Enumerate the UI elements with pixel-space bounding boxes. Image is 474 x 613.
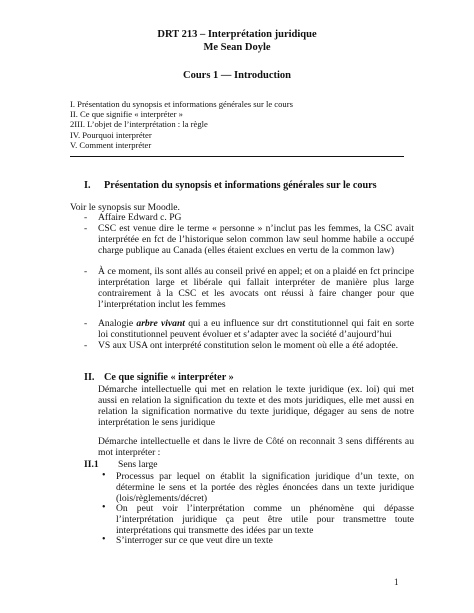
bullet-marker: •	[102, 470, 106, 481]
bullet-marker: -	[84, 223, 88, 234]
toc-item: V. Comment interpréter	[70, 139, 152, 150]
table-of-contents	[70, 99, 410, 150]
toc-item: 2III. L’objet de l’interprétation : la règle	[70, 119, 208, 130]
toc-item: II. Ce que signifie « interpréter »	[70, 109, 183, 120]
list-item-text: S’interroger sur ce que veut dire un texte	[116, 535, 273, 546]
list-item	[84, 223, 414, 256]
bullet-marker: -	[84, 266, 88, 277]
list-item	[102, 471, 414, 504]
list-item-text: Processus par lequel on établit la signification juridique d’un texte, on détermine le sens et la portée des règles énoncées dans un texte juridique (lois/règlements/décret)	[116, 471, 414, 504]
section-number: II.	[84, 372, 95, 383]
subsection-heading	[84, 459, 414, 470]
list-item-text: Affaire Edward c. PG	[98, 212, 182, 223]
toc-item: IV. Pourquoi interpréter	[70, 129, 152, 140]
section-heading	[84, 180, 414, 191]
list-item	[84, 212, 414, 223]
list-item-text: Analogie arbre vivant qui a eu influence sur drt constitutionnel qui fait en sorte loi constitutionnel peuvent évoluer et s’adapter avec la société d’aujourd’hui	[98, 318, 414, 340]
bullet-marker: •	[102, 502, 106, 513]
list-item-text: On peut voir l’interprétation comme un phénomène qui dépasse l’interprétation juridique ça peut être utile pour transmettre toute interprétations qui transmette des idées par un texte	[116, 503, 414, 536]
list-item	[84, 340, 414, 351]
list-item	[84, 266, 414, 310]
bullet-marker: -	[84, 340, 88, 351]
document-header	[0, 28, 474, 54]
list-item-text: CSC est venue dire le terme « personne » n’inclut pas les femmes, la CSC avait interprétée en fct de l’historique selon common law seul homme habile a occupé charge publique au Canada (elles étaient exclues en vertu de la common law)	[98, 223, 414, 256]
section-title: Ce que signifie « interpréter »	[104, 372, 234, 383]
course-code: DRT 213 – Interprétation juridique	[157, 29, 317, 40]
divider	[70, 156, 404, 157]
paragraph: Démarche intellectuelle et dans le livre de Côté on reconnait 3 sens différents au mot interpréter :	[98, 436, 414, 458]
course-title: Cours 1 — Introduction	[182, 70, 292, 81]
list-item	[102, 503, 414, 536]
bullet-marker: -	[84, 318, 88, 329]
bullet-marker: •	[102, 534, 106, 545]
subsection-title: Sens large	[118, 459, 158, 470]
section-heading	[84, 372, 414, 383]
list-item	[84, 318, 414, 340]
paragraph: Démarche intellectuelle qui met en relation le texte juridique (ex. loi) qui met aussi en relation la signification du texte et des mots juridiques, elle met aussi en relation la signification normative du texte juridique, dégager au sens de notre interprétation le sens juridique	[98, 384, 414, 428]
bullet-marker: -	[84, 212, 88, 223]
section-title: Présentation du synopsis et informations générales sur le cours	[104, 180, 377, 191]
toc-item: I. Présentation du synopsis et informations générales sur le cours	[70, 99, 293, 109]
paragraph: Voir le synopsis sur Moodle.	[70, 202, 180, 213]
page-number: 1	[394, 577, 399, 587]
professor-name: Me Sean Doyle	[203, 42, 271, 53]
list-item-text: VS aux USA ont interprété constitution selon le moment où elle a été adoptée.	[98, 340, 399, 351]
section-number: I.	[84, 180, 91, 191]
list-item	[102, 535, 414, 546]
list-item-text: À ce moment, ils sont allés au conseil privé en appel; et on a plaidé en fct principe interprétation large et libérale qui fallait interpréter de manière plus large contrairement à la CSC et les avocats ont réussi à faire changer pour que l’interprétation inclut les femmes	[98, 266, 414, 310]
emphasis: arbre vivant	[136, 318, 185, 329]
subsection-number: II.1	[84, 459, 99, 470]
